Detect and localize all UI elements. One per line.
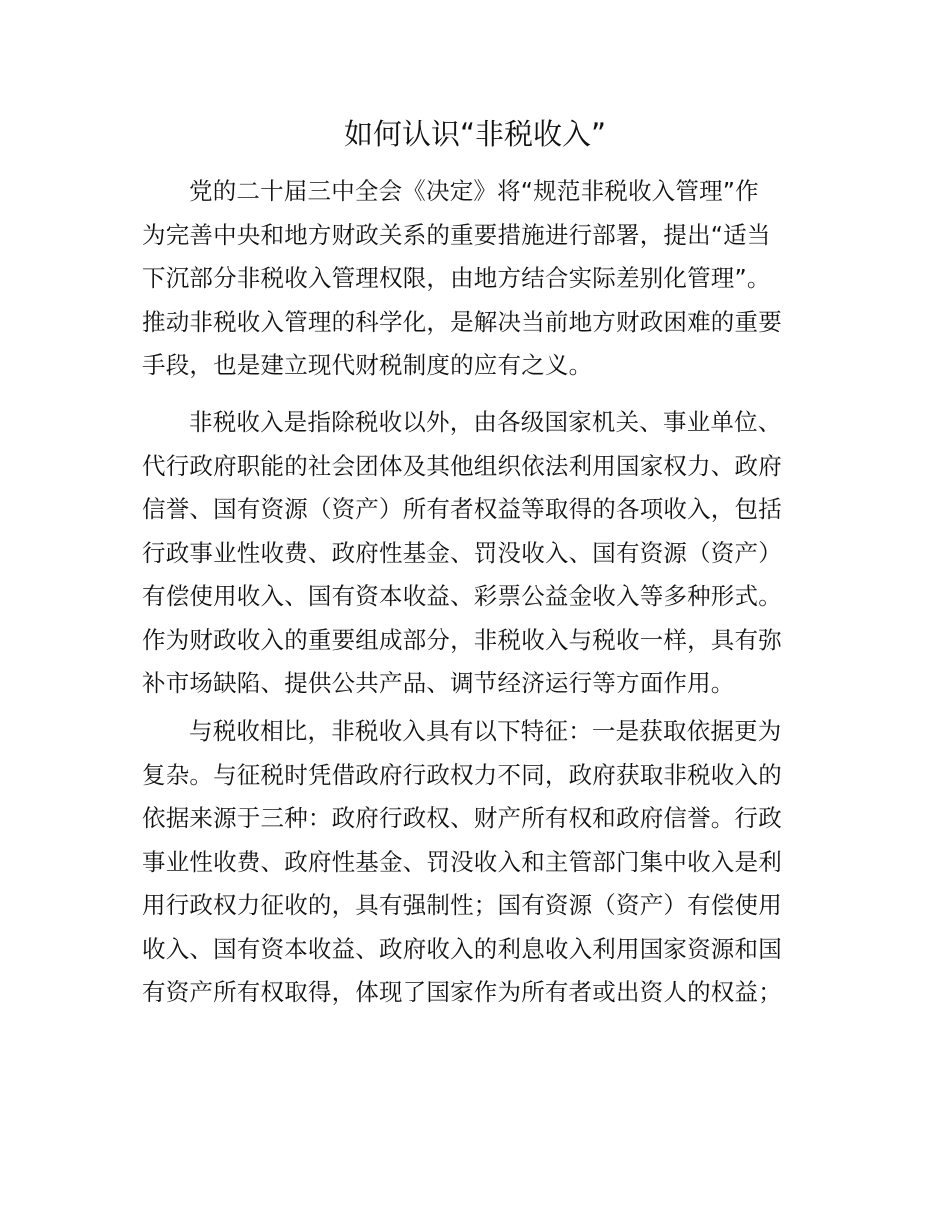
document-title: 如何认识“非税收入” — [343, 117, 607, 151]
text-line: 代行政府职能的社会团体及其他组织依法利用国家权力、政府 — [142, 451, 782, 480]
text-line: 事业性收费、政府性基金、罚没收入和主管部门集中收入是利 — [142, 847, 782, 876]
text-line: 用行政权力征收的，具有强制性；国有资源（资产）有偿使用 — [142, 891, 782, 919]
text-line: 信誉、国有资源（资产）所有者权益等取得的各项收入，包括 — [142, 495, 782, 523]
text-line: 非税收入是指除税收以外，由各级国家机关、事业单位、 — [189, 408, 782, 436]
text-line: 与税收相比，非税收入具有以下特征：一是获取依据更为 — [189, 717, 782, 745]
text-line: 依据来源于三种：政府行政权、财产所有权和政府信誉。行政 — [142, 804, 782, 832]
text-line: 推动非税收入管理的科学化，是解决当前地方财政困难的重要 — [142, 307, 782, 336]
text-line: 为完善中央和地方财政关系的重要措施进行部署，提出“适当 — [142, 220, 771, 249]
text-line: 手段，也是建立现代财税制度的应有之义。 — [142, 351, 593, 379]
text-line: 收入、国有资本收益、政府收入的利息收入利用国家资源和国 — [142, 934, 782, 963]
text-line: 作为财政收入的重要组成部分，非税收入与税收一样，具有弥 — [142, 625, 782, 654]
text-line: 有偿使用收入、国有资本收益、彩票公益金收入等多种形式。 — [142, 582, 782, 610]
text-line: 行政事业性收费、政府性基金、罚没收入、国有资源（资产） — [142, 538, 782, 567]
text-line: 有资产所有权取得，体现了国家作为所有者或出资人的权益； — [142, 978, 782, 1006]
text-line: 补市场缺陷、提供公共产品、调节经济运行等方面作用。 — [142, 669, 735, 697]
text-line: 复杂。与征税时凭借政府行政权力不同，政府获取非税收入的 — [142, 760, 782, 789]
text-line: 党的二十届三中全会《决定》将“规范非税收入管理”作 — [189, 177, 759, 205]
paragraph-3 — [142, 710, 812, 1015]
paragraph-2 — [142, 401, 812, 706]
paragraph-1 — [142, 170, 812, 388]
text-line: 下沉部分非税收入管理权限，由地方结合实际差别化管理”。 — [142, 264, 771, 292]
